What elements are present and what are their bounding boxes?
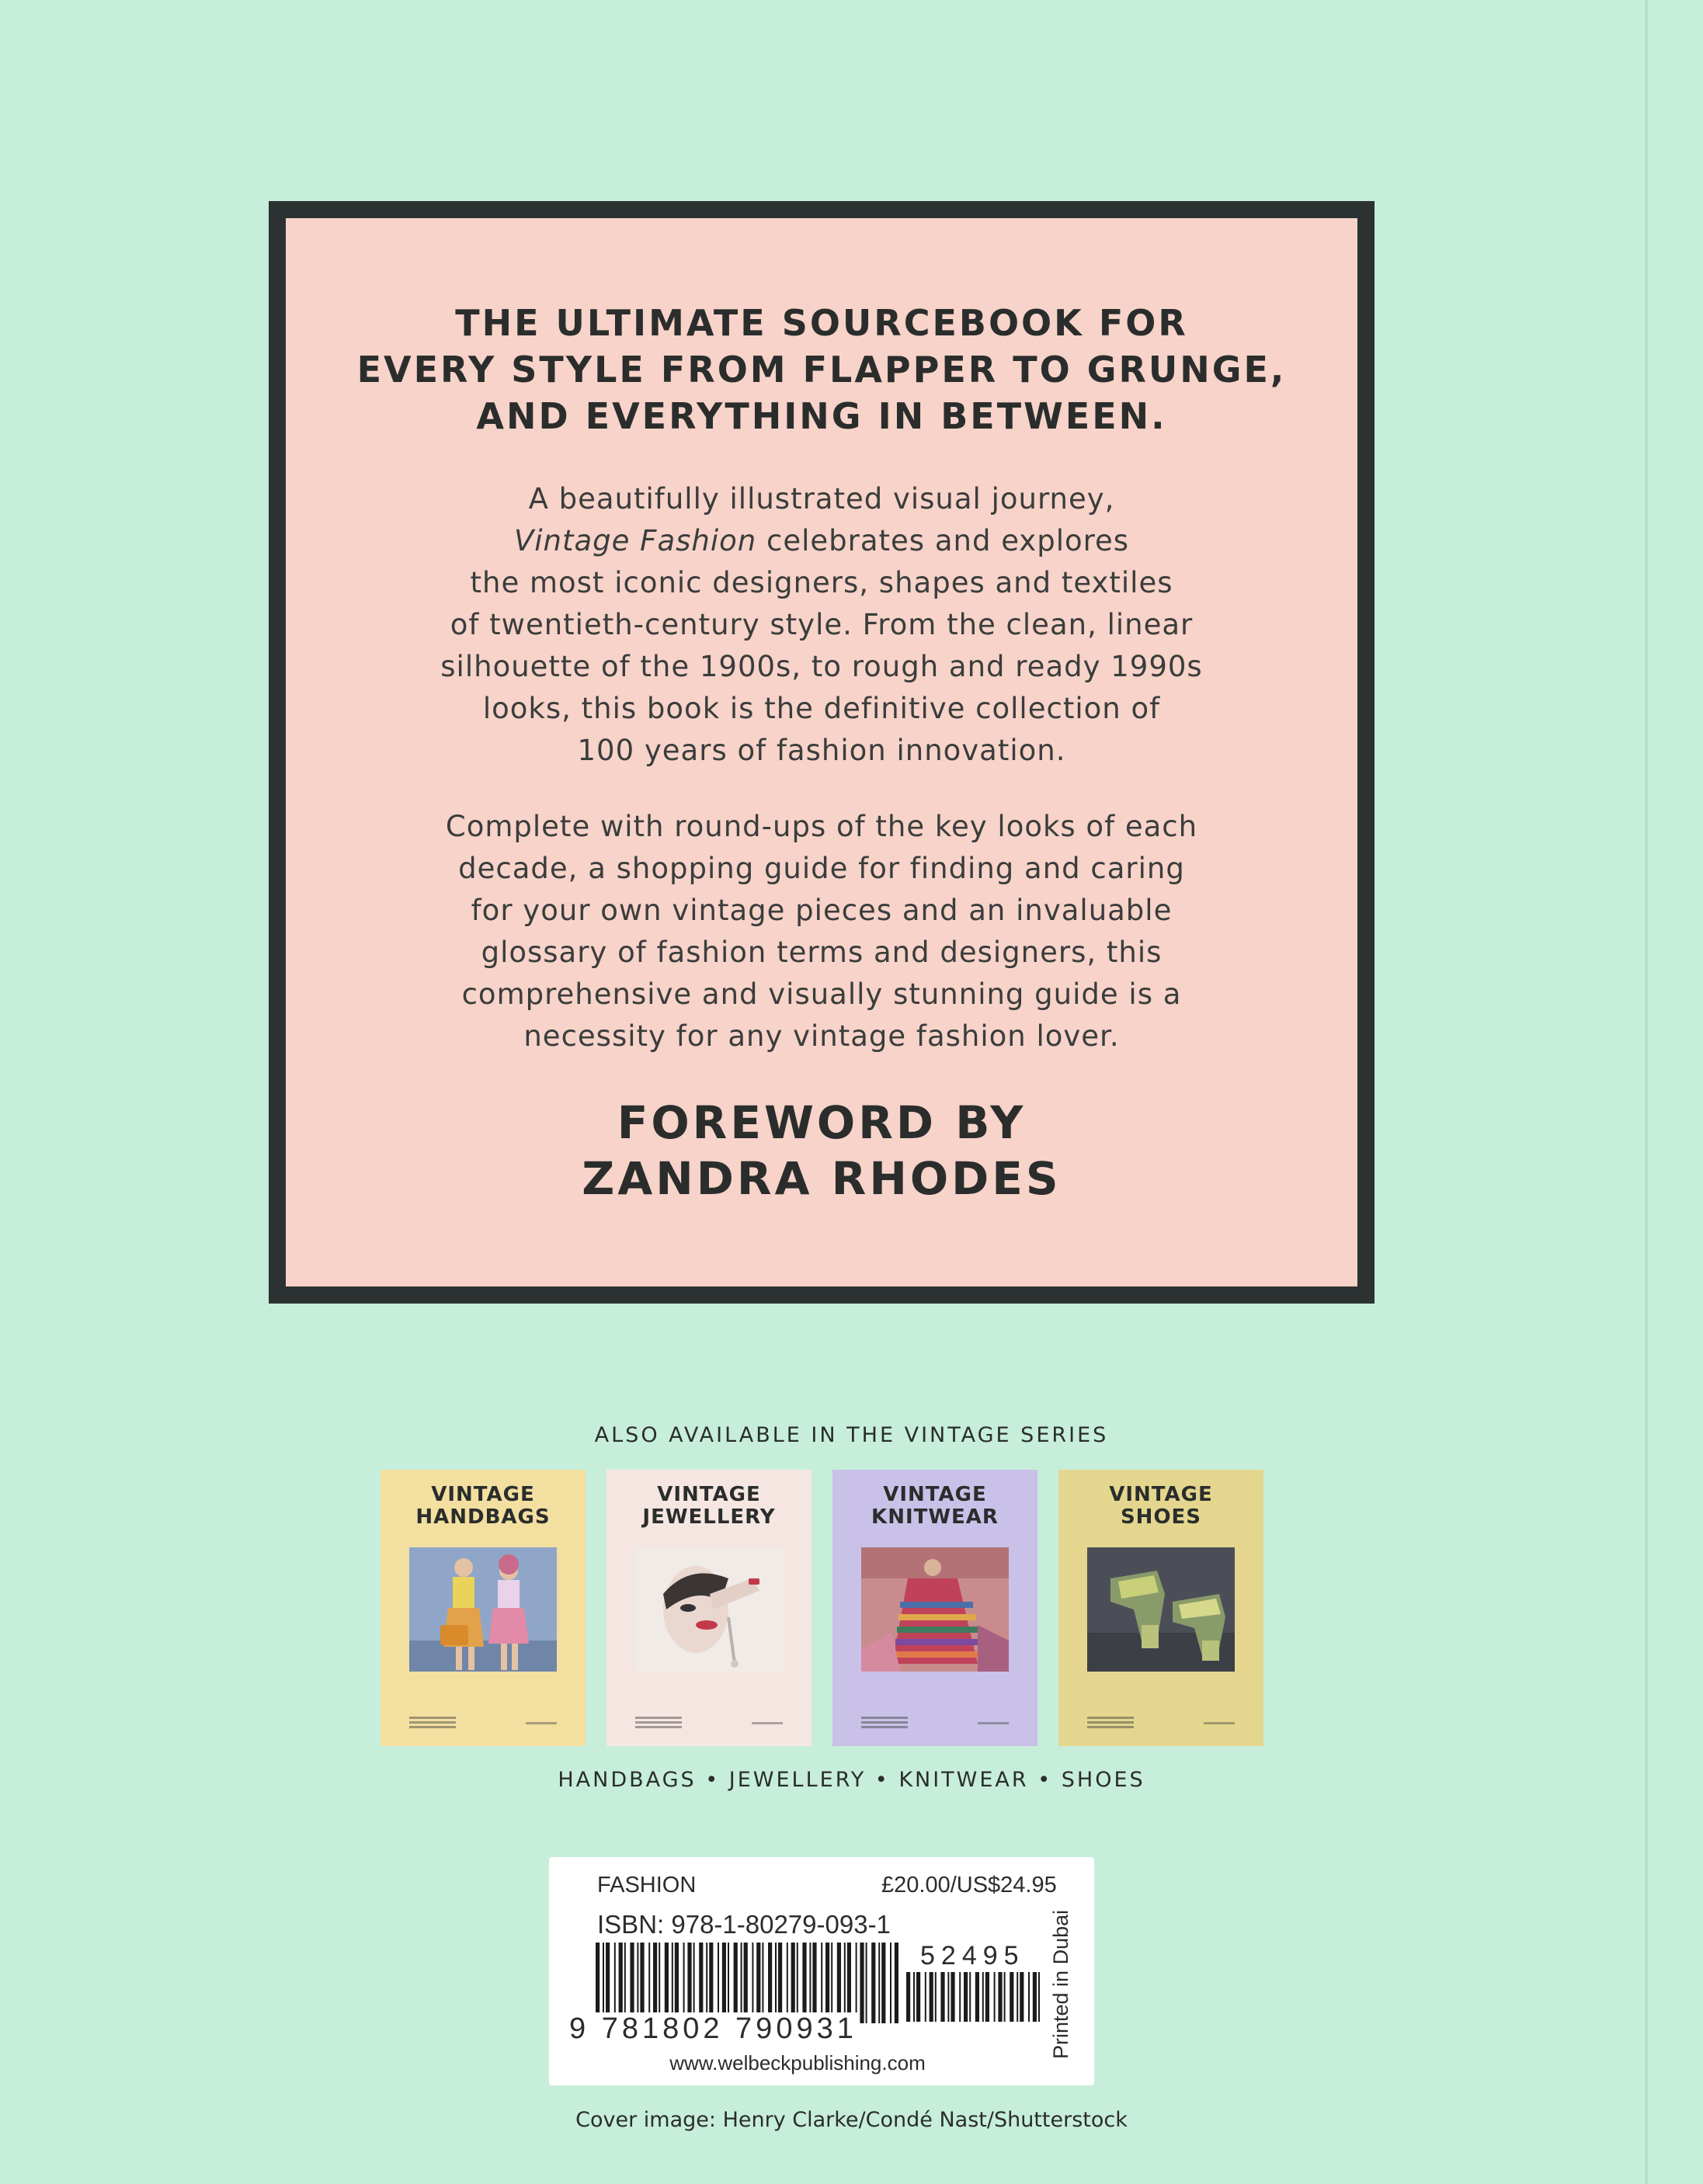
barcode-bar <box>964 1972 968 2022</box>
barcode-bar <box>947 1972 949 2022</box>
barcode-bar <box>653 1943 657 2023</box>
book-title-line: JEWELLERY <box>642 1505 776 1529</box>
headline-line: EVERY STYLE FROM FLAPPER TO GRUNGE, <box>356 349 1287 391</box>
book-title-line: VINTAGE <box>1109 1483 1213 1506</box>
book-cover-title <box>381 1484 586 1529</box>
isbn-label: ISBN: 978-1-80279-093-1 <box>597 1910 891 1939</box>
book-title-line: VINTAGE <box>657 1483 761 1506</box>
price-label: £20.00/US$24.95 <box>881 1873 1057 1898</box>
addon-digits: 52495 <box>920 1941 1025 1970</box>
book-title-line: SHOES <box>1120 1505 1202 1529</box>
features-paragraph <box>356 806 1288 1057</box>
barcode-bar <box>847 1943 851 2023</box>
barcode-bar <box>614 1943 616 2023</box>
paragraph-line: of twentieth-century style. From the clean, linear <box>450 608 1194 641</box>
barcode-bar <box>985 1972 989 2022</box>
headline-line: AND EVERYTHING IN BETWEEN. <box>476 395 1167 437</box>
barcode-bar <box>812 1943 816 2023</box>
barcode-bar <box>913 1972 915 2022</box>
book-title-line: KNITWEAR <box>871 1505 999 1529</box>
barcode-bar <box>895 1943 898 2023</box>
barcode-bar <box>606 1943 610 2023</box>
barcode-bar <box>619 1943 623 2023</box>
barcode-bar <box>837 1943 841 2023</box>
book-cover-fine-print <box>526 1722 557 1724</box>
barcode-bar <box>821 1943 822 2023</box>
barcode-bar <box>659 1943 660 2023</box>
paragraph-line <box>356 520 1288 562</box>
book-cover-fine-print <box>978 1722 1009 1724</box>
barcode-bar <box>756 1943 760 2023</box>
barcode-bar <box>687 1943 691 2023</box>
barcode-bar <box>916 1972 920 2022</box>
book-title-line: HANDBAGS <box>415 1505 551 1529</box>
barcode-panel <box>549 1857 1094 2085</box>
barcode-bar <box>925 1972 926 2022</box>
publisher-url: www.welbeckpublishing.com <box>669 2051 926 2075</box>
barcode-bar <box>699 1943 703 2023</box>
barcode-bar <box>878 1943 880 2023</box>
barcode-bar <box>871 1943 875 2023</box>
barcode-bar <box>624 1943 626 2023</box>
barcode-bar <box>791 1943 795 2023</box>
barcode-bar <box>1033 1972 1037 2022</box>
addon-barcode <box>906 1972 1046 2022</box>
barcode-bar <box>1020 1972 1024 2022</box>
barcode-digits: 9 781802 790931 <box>569 2012 857 2045</box>
paragraph-line: comprehensive and visually stunning guide is a <box>461 977 1182 1011</box>
barcode-bar <box>734 1943 738 2023</box>
barcode-bar <box>768 1943 772 2023</box>
book-cover-title <box>1058 1484 1263 1529</box>
foreword-credit <box>356 1095 1288 1207</box>
barcode-bar <box>778 1943 782 2023</box>
barcode-bar <box>603 1943 604 2023</box>
barcode-bar <box>866 1943 867 2023</box>
blurb-panel <box>269 201 1375 1304</box>
barcode-bar <box>994 1972 996 2022</box>
book-cover-fine-print <box>635 1717 682 1731</box>
barcode-bar <box>709 1943 713 2023</box>
book-title-line: VINTAGE <box>883 1483 987 1506</box>
spine-crease <box>1645 0 1648 2184</box>
paragraph-line: A beautifully illustrated visual journey, <box>528 482 1115 516</box>
barcode-bar <box>906 1972 910 2022</box>
barcode-bar <box>683 1943 685 2023</box>
barcode-bar <box>998 1972 1002 2022</box>
barcode-bar <box>775 1943 777 2023</box>
barcode-bar <box>752 1943 753 2023</box>
paragraph-line: 100 years of fashion innovation. <box>577 734 1066 767</box>
barcode-bar <box>675 1943 679 2023</box>
book-cover-photo <box>1087 1547 1235 1672</box>
barcode-bar <box>637 1943 638 2023</box>
book-cover-handbags <box>381 1470 586 1746</box>
headline-line: THE ULTIMATE SOURCEBOOK FOR <box>455 302 1188 344</box>
book-cover-knitwear <box>832 1470 1037 1746</box>
barcode-bar <box>693 1943 695 2023</box>
barcode-bar <box>744 1943 748 2023</box>
paragraph-text: celebrates and explores <box>756 524 1130 557</box>
barcode-bar <box>1004 1972 1006 2022</box>
paragraph-line: glossary of fashion terms and designers, this <box>481 936 1163 969</box>
barcode-bar <box>648 1943 650 2023</box>
barcode-bar <box>825 1943 829 2023</box>
barcode-bar <box>672 1943 673 2023</box>
barcode-bar <box>1010 1972 1013 2022</box>
barcode-bar <box>831 1943 832 2023</box>
book-title-line: VINTAGE <box>431 1483 535 1506</box>
book-cover-title <box>832 1484 1037 1529</box>
foreword-line: ZANDRA RHODES <box>582 1152 1062 1205</box>
barcode-bar <box>640 1943 644 2023</box>
printed-in-label: Printed in Dubai <box>1049 1909 1072 2059</box>
barcode-bar <box>951 1972 954 2022</box>
barcode-bar <box>809 1943 811 2023</box>
barcode-bar <box>797 1943 798 2023</box>
book-cover-jewellery <box>606 1470 812 1746</box>
headline <box>356 300 1288 439</box>
paragraph-line: decade, a shopping guide for finding and caring <box>458 852 1185 885</box>
barcode-bar <box>860 1943 864 2023</box>
barcode-bar <box>890 1943 891 2023</box>
barcode-bar <box>728 1943 729 2023</box>
series-list: HANDBAGS • JEWELLERY • KNITWEAR • SHOES <box>558 1768 1145 1792</box>
paragraph-line: looks, this book is the definitive collection of <box>482 692 1161 725</box>
barcode-bar <box>844 1943 846 2023</box>
barcode-bar <box>1017 1972 1018 2022</box>
barcode-bar <box>802 1943 806 2023</box>
paragraph-line: Complete with round-ups of the key looks of each <box>445 810 1198 843</box>
barcode-bar <box>935 1972 937 2022</box>
book-cover-fine-print <box>861 1717 908 1731</box>
cover-image-credit: Cover image: Henry Clarke/Condé Nast/Shutterstock <box>575 2108 1128 2132</box>
barcode-bar <box>762 1943 763 2023</box>
category-label: FASHION <box>597 1873 697 1898</box>
barcode-bar <box>881 1943 885 2023</box>
book-cover-photo <box>409 1547 557 1672</box>
barcode-bar <box>969 1972 971 2022</box>
book-cover-fine-print <box>1204 1722 1235 1724</box>
paragraph-line: necessity for any vintage fashion lover. <box>523 1019 1120 1053</box>
book-cover-photo <box>861 1547 1009 1672</box>
barcode-bar <box>1028 1972 1030 2022</box>
book-cover-fine-print <box>409 1717 456 1731</box>
foreword-line: FOREWORD BY <box>617 1096 1027 1149</box>
barcode-bar <box>1038 1972 1040 2022</box>
barcode-bar <box>706 1943 707 2023</box>
paragraph-line: the most iconic designers, shapes and textiles <box>470 566 1173 599</box>
description-paragraph <box>356 478 1288 772</box>
barcode-bar <box>722 1943 726 2023</box>
barcode-bar <box>940 1972 944 2022</box>
barcode-bar <box>930 1972 933 2022</box>
book-cover-fine-print <box>752 1722 783 1724</box>
series-heading: ALSO AVAILABLE IN THE VINTAGE SERIES <box>594 1423 1109 1447</box>
book-cover-fine-print <box>1087 1717 1134 1731</box>
book-title-italic: Vintage Fashion <box>513 524 757 557</box>
book-cover-shoes <box>1058 1470 1263 1746</box>
barcode-bar <box>787 1943 788 2023</box>
barcode-bar <box>665 1943 669 2023</box>
barcode-bar <box>596 1943 600 2023</box>
book-cover-photo <box>635 1547 783 1672</box>
barcode-bar <box>741 1943 742 2023</box>
barcode-bar <box>856 1943 857 2023</box>
ean-barcode <box>596 1943 953 2023</box>
barcode-bar <box>982 1972 984 2022</box>
book-cover-title <box>606 1484 812 1529</box>
barcode-bar <box>630 1943 634 2023</box>
paragraph-line: for your own vintage pieces and an invaluable <box>471 894 1173 927</box>
barcode-bar <box>959 1972 961 2022</box>
paragraph-line: silhouette of the 1900s, to rough and ready 1990s <box>440 650 1203 683</box>
barcode-bar <box>975 1972 979 2022</box>
barcode-bar <box>718 1943 719 2023</box>
